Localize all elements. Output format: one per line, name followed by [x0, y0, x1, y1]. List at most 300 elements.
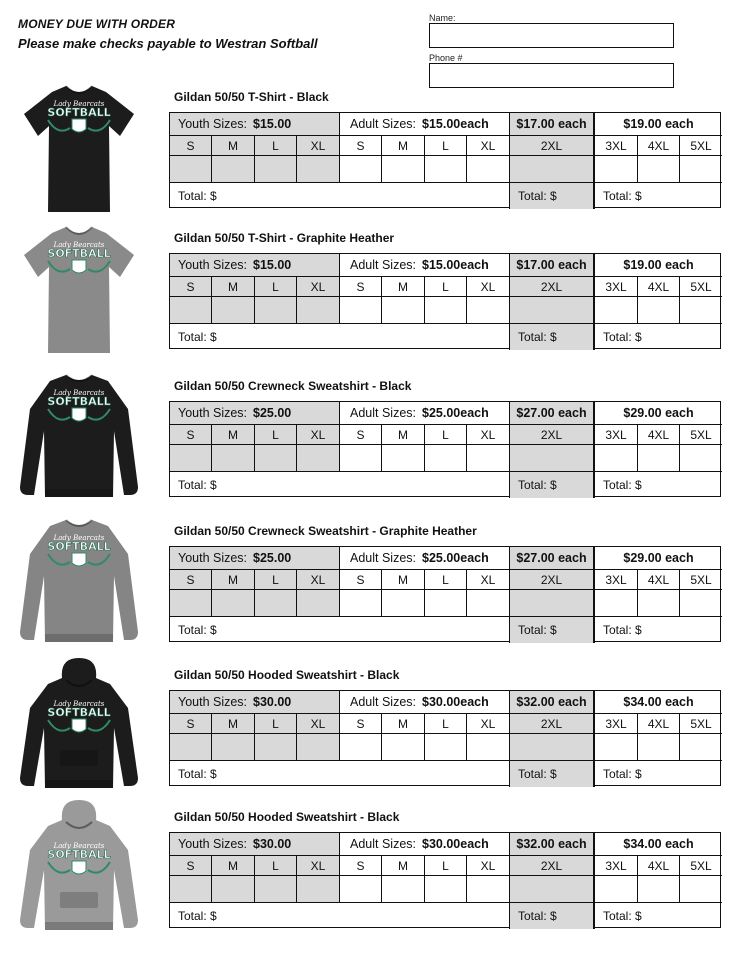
quantity-cell[interactable]: [170, 876, 212, 903]
size-header: [467, 570, 510, 590]
quantity-cell[interactable]: [382, 156, 425, 183]
size-header: [382, 277, 425, 297]
quantity-cell[interactable]: [638, 734, 680, 761]
size-header: [170, 714, 212, 734]
size-header: [467, 714, 510, 734]
size-label: M: [398, 572, 408, 587]
size-header: [595, 856, 638, 876]
print-softball: SOFTBALL: [47, 247, 111, 260]
product-1: [0, 231, 750, 371]
garment-image-0: [14, 80, 144, 220]
quantity-cell[interactable]: [382, 445, 425, 472]
total-field-2xl[interactable]: [510, 472, 595, 498]
print-script: Lady Bearcats: [53, 100, 105, 108]
size-header: [467, 856, 510, 876]
size-label: L: [272, 858, 279, 873]
size-label: 5XL: [690, 427, 712, 442]
total-field-big[interactable]: [595, 183, 722, 209]
print-script: Lady Bearcats: [53, 389, 105, 397]
quantity-cell[interactable]: [467, 297, 510, 324]
size-label: XL: [310, 858, 326, 873]
size-label: 4XL: [647, 572, 670, 587]
big-size-price-cell: [595, 402, 722, 425]
size-header: [425, 856, 467, 876]
quantity-cell[interactable]: [255, 734, 297, 761]
quantity-cell[interactable]: [510, 590, 595, 617]
order-grid: [169, 112, 721, 208]
total-label: Total: $: [603, 909, 642, 923]
size-label: S: [356, 716, 365, 731]
quantity-cell[interactable]: [255, 590, 297, 617]
quantity-cell[interactable]: [297, 590, 340, 617]
xxl-price-cell: [510, 547, 595, 570]
size-label: S: [186, 716, 195, 731]
size-header: [212, 425, 255, 445]
size-header: [340, 425, 382, 445]
size-label: L: [272, 279, 279, 294]
adult-price: $15.00each: [422, 117, 489, 131]
product-title: Gildan 50/50 Crewneck Sweatshirt - Black: [174, 379, 412, 393]
size-header: [638, 570, 680, 590]
adult-price-cell: [340, 691, 510, 714]
quantity-cell[interactable]: [638, 156, 680, 183]
size-label: S: [186, 279, 195, 294]
youth-label: Youth Sizes:: [178, 406, 248, 420]
total-label: Total: $: [603, 330, 642, 344]
adult-label: Adult Sizes:: [350, 695, 417, 709]
big-price: $34.00 each: [623, 837, 694, 851]
size-label: L: [442, 138, 449, 153]
quantity-cell[interactable]: [510, 876, 595, 903]
total-field-2xl[interactable]: [510, 617, 595, 643]
size-header: [170, 136, 212, 156]
size-header: [425, 136, 467, 156]
size-label: M: [228, 572, 238, 587]
size-header: [382, 136, 425, 156]
size-label: L: [272, 572, 279, 587]
size-label: L: [442, 279, 449, 294]
quantity-cell[interactable]: [510, 297, 595, 324]
size-label: 5XL: [690, 716, 712, 731]
adult-label: Adult Sizes:: [350, 117, 417, 131]
total-field-big[interactable]: [595, 472, 722, 498]
size-header: [680, 856, 722, 876]
size-header: [170, 425, 212, 445]
total-field-2xl[interactable]: [510, 183, 595, 209]
size-label: S: [356, 279, 365, 294]
total-field[interactable]: [170, 183, 510, 209]
quantity-cell[interactable]: [638, 297, 680, 324]
size-label: S: [356, 427, 365, 442]
size-label: 5XL: [690, 279, 712, 294]
total-label: Total: $: [178, 330, 217, 344]
total-label: Total: $: [518, 330, 557, 344]
order-grid: [169, 253, 721, 349]
quantity-cell[interactable]: [170, 590, 212, 617]
total-field-big[interactable]: [595, 903, 722, 929]
size-header: [595, 277, 638, 297]
size-label: S: [356, 138, 365, 153]
size-label: XL: [480, 427, 496, 442]
size-header: [255, 425, 297, 445]
quantity-cell[interactable]: [467, 590, 510, 617]
quantity-cell[interactable]: [212, 734, 255, 761]
print-softball: SOFTBALL: [47, 706, 111, 719]
size-header: [212, 570, 255, 590]
garment-image-4: [14, 658, 144, 798]
xxl-price-cell: [510, 254, 595, 277]
size-label: 4XL: [647, 138, 670, 153]
size-label: 5XL: [690, 138, 712, 153]
size-label: 3XL: [605, 572, 627, 587]
quantity-cell[interactable]: [467, 876, 510, 903]
size-label: M: [398, 858, 408, 873]
quantity-cell[interactable]: [340, 156, 382, 183]
total-field-2xl[interactable]: [510, 761, 595, 787]
total-field[interactable]: [170, 761, 510, 787]
print-softball: SOFTBALL: [47, 106, 111, 119]
big-size-price-cell: [595, 254, 722, 277]
size-header: [297, 856, 340, 876]
quantity-cell[interactable]: [297, 445, 340, 472]
size-header: [340, 570, 382, 590]
size-header: [680, 136, 722, 156]
xxl-price-cell: [510, 691, 595, 714]
total-label: Total: $: [603, 478, 642, 492]
total-label: Total: $: [518, 189, 557, 203]
quantity-cell[interactable]: [170, 734, 212, 761]
quantity-cell[interactable]: [595, 156, 638, 183]
quantity-cell[interactable]: [680, 734, 722, 761]
quantity-cell[interactable]: [425, 590, 467, 617]
youth-price: $25.00: [253, 406, 292, 420]
quantity-cell[interactable]: [297, 876, 340, 903]
quantity-cell[interactable]: [297, 156, 340, 183]
xxl-price: $32.00 each: [516, 837, 587, 851]
total-label: Total: $: [518, 909, 557, 923]
total-field-big[interactable]: [595, 324, 722, 350]
size-label: S: [356, 858, 365, 873]
size-label: M: [228, 138, 238, 153]
adult-price: $25.00each: [422, 551, 489, 565]
big-size-price-cell: [595, 691, 722, 714]
size-label: XL: [480, 279, 496, 294]
big-size-price-cell: [595, 547, 722, 570]
quantity-cell[interactable]: [382, 876, 425, 903]
quantity-cell[interactable]: [680, 590, 722, 617]
size-header: [510, 425, 595, 445]
quantity-cell[interactable]: [680, 445, 722, 472]
size-header: [382, 714, 425, 734]
youth-price-cell: [170, 547, 340, 570]
adult-price-cell: [340, 547, 510, 570]
total-label: Total: $: [178, 767, 217, 781]
size-header: [467, 425, 510, 445]
total-field[interactable]: [170, 472, 510, 498]
quantity-cell[interactable]: [425, 297, 467, 324]
big-size-price-cell: [595, 833, 722, 856]
quantity-cell[interactable]: [255, 445, 297, 472]
size-header: [510, 570, 595, 590]
garment-image-2: [14, 369, 144, 509]
size-label: 3XL: [605, 427, 627, 442]
size-label: 3XL: [605, 279, 627, 294]
adult-price: $15.00each: [422, 258, 489, 272]
size-header: [212, 714, 255, 734]
product-title: Gildan 50/50 T-Shirt - Graphite Heather: [174, 231, 395, 245]
size-header: [297, 714, 340, 734]
quantity-cell[interactable]: [212, 156, 255, 183]
size-header: [638, 714, 680, 734]
size-label: XL: [310, 427, 326, 442]
quantity-cell[interactable]: [510, 156, 595, 183]
size-label: 3XL: [605, 138, 627, 153]
size-label: M: [228, 279, 238, 294]
size-label: 4XL: [647, 858, 670, 873]
size-header: [382, 856, 425, 876]
size-header: [340, 136, 382, 156]
phone-field[interactable]: [429, 63, 674, 88]
size-header: [340, 277, 382, 297]
xxl-price-cell: [510, 402, 595, 425]
quantity-cell[interactable]: [170, 297, 212, 324]
quantity-cell[interactable]: [595, 445, 638, 472]
size-header: [255, 714, 297, 734]
quantity-cell[interactable]: [212, 590, 255, 617]
total-label: Total: $: [603, 767, 642, 781]
product-0: [0, 90, 750, 230]
size-label: 2XL: [540, 858, 563, 873]
size-header: [425, 570, 467, 590]
adult-label: Adult Sizes:: [350, 551, 417, 565]
adult-price-cell: [340, 402, 510, 425]
size-label: M: [228, 858, 238, 873]
product-title: Gildan 50/50 T-Shirt - Black: [174, 90, 329, 104]
total-field-big[interactable]: [595, 761, 722, 787]
size-label: 4XL: [647, 427, 670, 442]
product-title: Gildan 50/50 Crewneck Sweatshirt - Graphite Heather: [174, 524, 477, 538]
quantity-cell[interactable]: [170, 445, 212, 472]
size-label: L: [272, 138, 279, 153]
product-4: [0, 668, 750, 808]
quantity-cell[interactable]: [467, 156, 510, 183]
order-grid: [169, 690, 721, 786]
total-label: Total: $: [603, 189, 642, 203]
size-label: L: [272, 427, 279, 442]
print-script: Lady Bearcats: [53, 700, 105, 708]
size-header: [255, 570, 297, 590]
order-grid: [169, 832, 721, 928]
size-label: M: [228, 716, 238, 731]
size-header: [297, 136, 340, 156]
quantity-cell[interactable]: [382, 590, 425, 617]
quantity-cell[interactable]: [255, 297, 297, 324]
big-price: $29.00 each: [623, 551, 694, 565]
size-header: [595, 570, 638, 590]
size-label: L: [442, 572, 449, 587]
size-header: [425, 425, 467, 445]
size-label: L: [442, 858, 449, 873]
total-label: Total: $: [518, 767, 557, 781]
size-header: [255, 277, 297, 297]
size-label: L: [442, 716, 449, 731]
size-header: [680, 277, 722, 297]
size-label: M: [398, 279, 408, 294]
size-header: [212, 136, 255, 156]
total-label: Total: $: [518, 478, 557, 492]
print-script: Lady Bearcats: [53, 842, 105, 850]
size-header: [212, 856, 255, 876]
quantity-cell[interactable]: [340, 445, 382, 472]
size-label: L: [442, 427, 449, 442]
total-field-2xl[interactable]: [510, 324, 595, 350]
size-header: [595, 714, 638, 734]
quantity-cell[interactable]: [382, 734, 425, 761]
size-label: 5XL: [690, 572, 712, 587]
youth-price: $30.00: [253, 695, 292, 709]
size-header: [510, 136, 595, 156]
total-field-big[interactable]: [595, 617, 722, 643]
print-script: Lady Bearcats: [53, 241, 105, 249]
quantity-cell[interactable]: [212, 297, 255, 324]
size-header: [170, 570, 212, 590]
quantity-cell[interactable]: [425, 876, 467, 903]
size-header: [638, 136, 680, 156]
size-header: [382, 570, 425, 590]
size-label: M: [398, 716, 408, 731]
quantity-cell[interactable]: [638, 445, 680, 472]
youth-price: $15.00: [253, 117, 292, 131]
xxl-price: $27.00 each: [516, 406, 587, 420]
quantity-cell[interactable]: [297, 297, 340, 324]
garment-image-5: [14, 800, 144, 940]
youth-price: $30.00: [253, 837, 292, 851]
size-label: M: [398, 138, 408, 153]
size-header: [382, 425, 425, 445]
quantity-cell[interactable]: [170, 156, 212, 183]
quantity-cell[interactable]: [340, 590, 382, 617]
quantity-cell[interactable]: [340, 734, 382, 761]
size-label: 2XL: [540, 572, 563, 587]
quantity-cell[interactable]: [510, 445, 595, 472]
size-header: [297, 570, 340, 590]
quantity-cell[interactable]: [340, 876, 382, 903]
xxl-price-cell: [510, 113, 595, 136]
quantity-cell[interactable]: [595, 590, 638, 617]
adult-price: $30.00each: [422, 837, 489, 851]
quantity-cell[interactable]: [510, 734, 595, 761]
size-label: M: [398, 427, 408, 442]
size-label: XL: [480, 138, 496, 153]
garment-image-1: [14, 221, 144, 361]
xxl-price: $27.00 each: [516, 551, 587, 565]
quantity-cell[interactable]: [638, 590, 680, 617]
size-label: 2XL: [540, 427, 563, 442]
quantity-cell[interactable]: [467, 734, 510, 761]
total-label: Total: $: [178, 909, 217, 923]
total-label: Total: $: [178, 478, 217, 492]
quantity-cell[interactable]: [680, 156, 722, 183]
total-label: Total: $: [178, 623, 217, 637]
youth-label: Youth Sizes:: [178, 695, 248, 709]
quantity-cell[interactable]: [297, 734, 340, 761]
quantity-cell[interactable]: [340, 297, 382, 324]
total-field-2xl[interactable]: [510, 903, 595, 929]
phone-label: Phone #: [429, 53, 463, 63]
xxl-price: $17.00 each: [516, 117, 587, 131]
youth-label: Youth Sizes:: [178, 117, 248, 131]
size-label: S: [186, 858, 195, 873]
big-price: $19.00 each: [623, 117, 694, 131]
print-script: Lady Bearcats: [53, 534, 105, 542]
size-label: S: [186, 138, 195, 153]
quantity-cell[interactable]: [255, 876, 297, 903]
size-header: [467, 277, 510, 297]
size-label: XL: [310, 572, 326, 587]
size-label: L: [272, 716, 279, 731]
size-label: 3XL: [605, 716, 627, 731]
big-price: $29.00 each: [623, 406, 694, 420]
size-label: 3XL: [605, 858, 627, 873]
quantity-cell[interactable]: [425, 156, 467, 183]
name-field[interactable]: [429, 23, 674, 48]
adult-label: Adult Sizes:: [350, 406, 417, 420]
total-field[interactable]: [170, 324, 510, 350]
size-label: S: [186, 572, 195, 587]
product-title: Gildan 50/50 Hooded Sweatshirt - Black: [174, 810, 400, 824]
quantity-cell[interactable]: [595, 734, 638, 761]
quantity-cell[interactable]: [212, 876, 255, 903]
size-label: 4XL: [647, 716, 670, 731]
quantity-cell[interactable]: [680, 876, 722, 903]
size-header: [255, 856, 297, 876]
size-header: [680, 425, 722, 445]
quantity-cell[interactable]: [680, 297, 722, 324]
size-label: M: [228, 427, 238, 442]
adult-price-cell: [340, 113, 510, 136]
size-header: [425, 277, 467, 297]
size-header: [425, 714, 467, 734]
size-label: S: [186, 427, 195, 442]
total-label: Total: $: [178, 189, 217, 203]
quantity-cell[interactable]: [595, 297, 638, 324]
quantity-cell[interactable]: [425, 734, 467, 761]
size-header: [510, 856, 595, 876]
size-header: [170, 856, 212, 876]
print-softball: SOFTBALL: [47, 848, 111, 861]
name-label: Name:: [429, 13, 456, 23]
size-header: [680, 570, 722, 590]
youth-price: $25.00: [253, 551, 292, 565]
youth-label: Youth Sizes:: [178, 551, 248, 565]
quantity-cell[interactable]: [595, 876, 638, 903]
size-label: XL: [480, 572, 496, 587]
quantity-cell[interactable]: [638, 876, 680, 903]
quantity-cell[interactable]: [425, 445, 467, 472]
quantity-cell[interactable]: [255, 156, 297, 183]
garment-image-3: [14, 514, 144, 654]
quantity-cell[interactable]: [467, 445, 510, 472]
youth-price-cell: [170, 402, 340, 425]
total-field[interactable]: [170, 903, 510, 929]
quantity-cell[interactable]: [382, 297, 425, 324]
total-label: Total: $: [518, 623, 557, 637]
quantity-cell[interactable]: [212, 445, 255, 472]
size-label: 4XL: [647, 279, 670, 294]
money-due-heading: MONEY DUE WITH ORDER: [18, 17, 176, 31]
total-field[interactable]: [170, 617, 510, 643]
big-size-price-cell: [595, 113, 722, 136]
